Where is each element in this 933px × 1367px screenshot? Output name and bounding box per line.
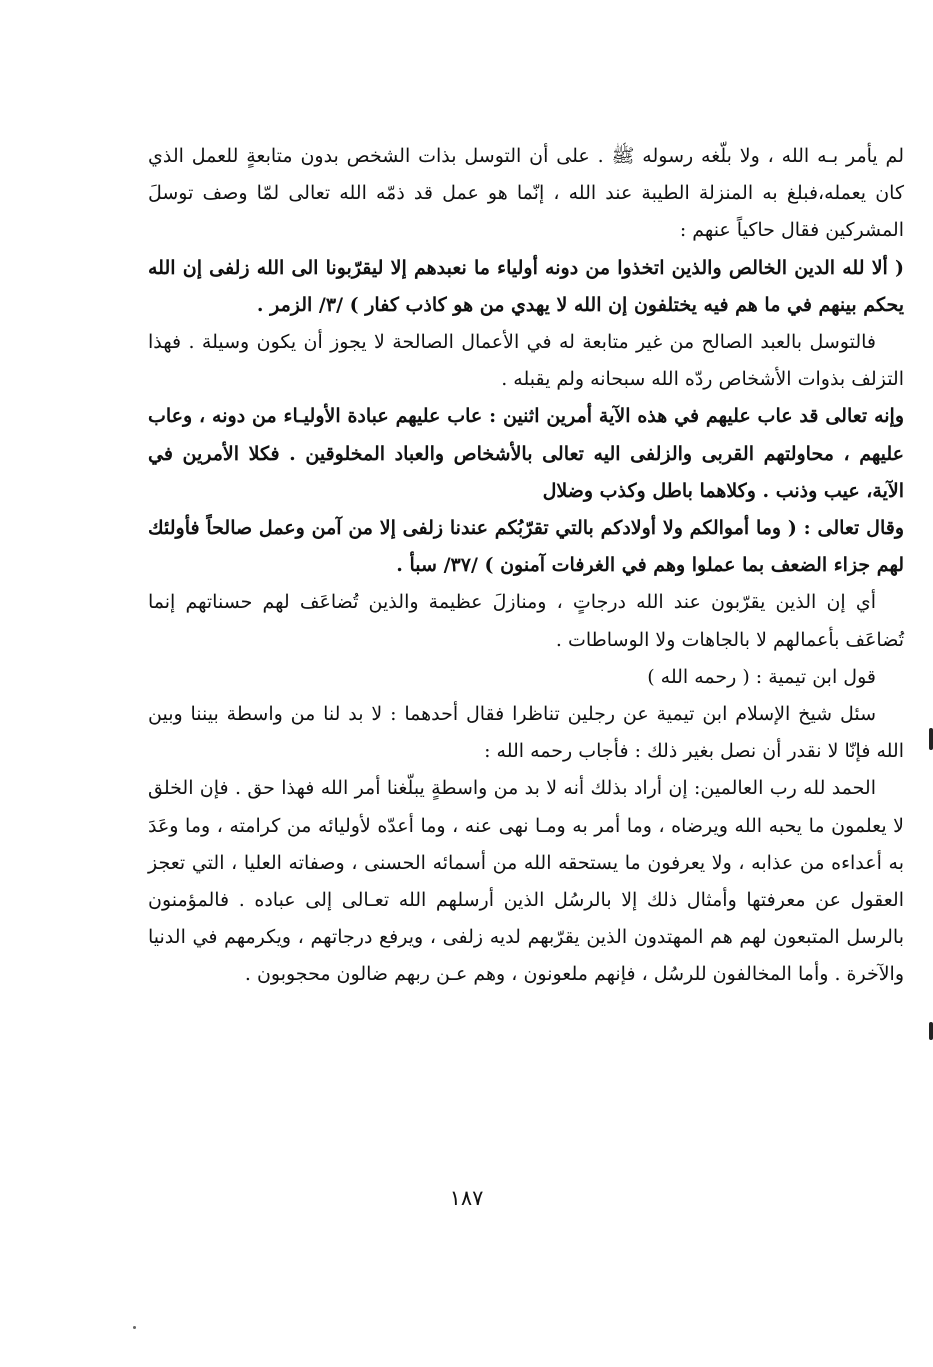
paragraph-tawassul: فالتوسل بالعبد الصالح من غير متابعة له في الأعمال الصالحة لا يجوز أن يكون وسيلة . فهذا التزلف بذوات الأشخاص ردّه الله سبحانه ولم يقبله . xyxy=(148,331,904,391)
paragraph-two-matters: وإنه تعالى قد عاب عليهم في هذه الآية أمرين اثنين : عاب عليهم عبادة الأوليـاء من دونه ، وعاب عليهم ، محاولتهم القربى والزلفى اليه تعالى بالأشخاص والعباد المخلوقين . فكلا الأمرين في الآية، عيب وذنب . وكلاهما باطل وكذب وضلال xyxy=(148,405,905,502)
quran-quote-saba: وقال تعالى : ( وما أموالكم ولا أولادكم بالتي تقرّبُكم عندنا زلفى إلا من آمن وعمل صالحاً فأولئك لهم جزاء الضعف بما عملوا وهم في الغرفات آمنون ) /٣٧/ سبأ . xyxy=(148,517,904,577)
section-heading-ibn-taymiyya: قول ابن تيمية : ( رحمه الله ) xyxy=(647,665,876,688)
scan-speck xyxy=(133,1326,136,1329)
paragraph-explanation: أي إن الذين يقرّبون عند الله درجاتٍ ، ومنازلَ عظيمة والذين تُضاعَف لهم حسناتهم إنما تُضاعَف بأعمالهم لا بالجاهات ولا الوساطات . xyxy=(148,591,904,651)
quran-quote-zumar: ( ألا لله الدين الخالص والذين اتخذوا من دونه أولياء ما نعبدهم إلا ليقرّبونا الى الله زلفى إن الله يحكم بينهم في ما هم فيه يختلفون إن الله لا يهدي من هو كاذب كفار ) /٣/ الزمر . xyxy=(148,256,904,316)
paragraph-answer: الحمد لله رب العالمين: إن أراد بذلك أنه لا بد من واسطةٍ يبلّغنا أمر الله فهذا حق . فإن الخلق لا يعلمون ما يحبه الله ويرضاه ، وما أمر به ومـا نهى عنه ، وما أعدّه لأوليائه من كرامته ، وما وعَدَ به أعداءه من عذابه ، ولا يعرفون ما يستحقه الله من أسمائه الحسنى ، وصفاته العليا ، التي تعجز العقول عن معرفتها وأمثال ذلك إلا بالرسُل الذين أرسلهم الله تعـالى إلى عباده . فالمؤمنون بالرسل المتبعون لهم هم المهتدون الذين يقرّبهم لديه زلفى ، ويرفع درجاتهم ، ويكرمهم في الدنيا والآخرة . وأما المخالفون للرسُل ، فإنهم ملعونون ، وهم عـن ربهم ضالون محجوبون . xyxy=(148,777,904,986)
scan-edge-mark xyxy=(929,728,933,750)
body-text xyxy=(148,138,904,994)
scan-edge-mark xyxy=(929,1022,933,1040)
page-number: ١٨٧ xyxy=(449,1186,484,1210)
paragraph-intro: لم يأمر بـه الله ، ولا بلّغه رسوله ﷺ . على أن التوسل بذات الشخص بدون متابعةٍ للعمل الذي كان يعمله،فبلغ به المنزلة الطيبة عند الله ، إنّما هو عمل قد ذمّه الله تعالى لمّا وصف توسلَ المشركين فقال حاكياً عنهم : xyxy=(148,145,904,242)
paragraph-question: سئل شيخ الإسلام ابن تيمية عن رجلين تناظرا فقال أحدهما : لا بد لنا من واسطة بيننا وبين الله فإنّا لا نقدر أن نصل بغير ذلك : فأجاب رحمه الله : xyxy=(148,703,904,763)
